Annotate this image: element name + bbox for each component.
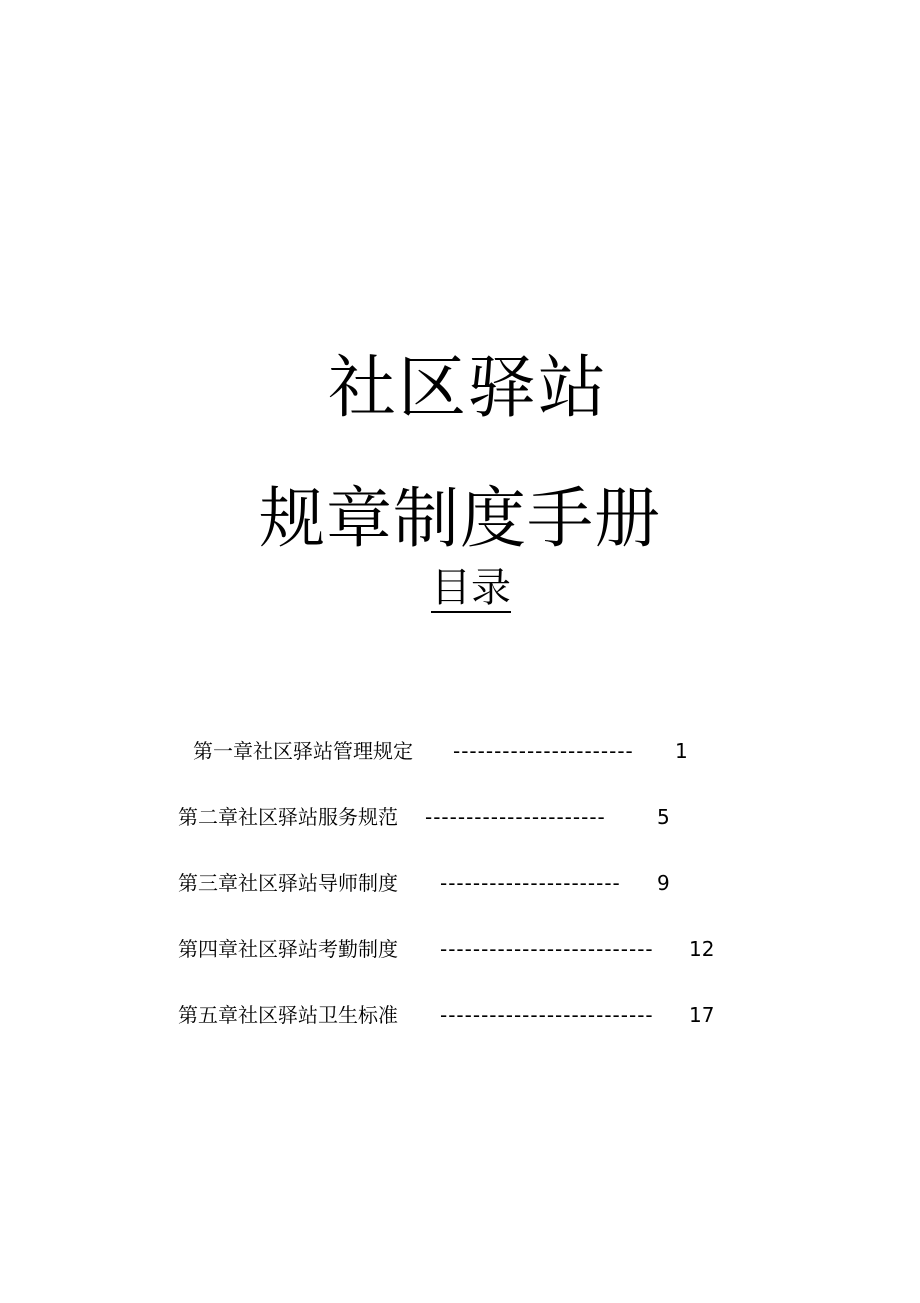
toc-entry bbox=[193, 737, 693, 765]
toc-entry-page-number: 17 bbox=[689, 1003, 715, 1027]
toc-entry bbox=[178, 803, 678, 831]
toc-entry bbox=[178, 1001, 738, 1029]
toc-entry-leader: ---------------------- bbox=[440, 871, 621, 895]
toc-entry-label: 第三章社区驿站导师制度 bbox=[178, 871, 398, 895]
toc-entry-page-number: 12 bbox=[689, 937, 715, 961]
toc-entry-label: 第五章社区驿站卫生标准 bbox=[178, 1003, 398, 1027]
toc-heading: 目录 bbox=[431, 565, 511, 611]
toc-entry-leader: -------------------------- bbox=[440, 937, 654, 961]
toc-entry-page-number: 9 bbox=[657, 871, 670, 895]
toc-entry-label: 第二章社区驿站服务规范 bbox=[178, 805, 398, 829]
toc-entry-leader: ---------------------- bbox=[453, 739, 634, 763]
toc-entry-page-number: 5 bbox=[657, 805, 670, 829]
document-title-line-1: 社区驿站 bbox=[327, 349, 608, 428]
toc-entry-label: 第四章社区驿站考勤制度 bbox=[178, 937, 398, 961]
toc-entry-leader: -------------------------- bbox=[440, 1003, 654, 1027]
toc-entry-leader: ---------------------- bbox=[425, 805, 606, 829]
toc-entry bbox=[178, 935, 738, 963]
toc-entry-page-number: 1 bbox=[675, 739, 688, 763]
document-title-line-2: 规章制度手册 bbox=[259, 480, 661, 557]
toc-entry bbox=[178, 869, 678, 897]
toc-entry-label: 第一章社区驿站管理规定 bbox=[193, 739, 413, 763]
